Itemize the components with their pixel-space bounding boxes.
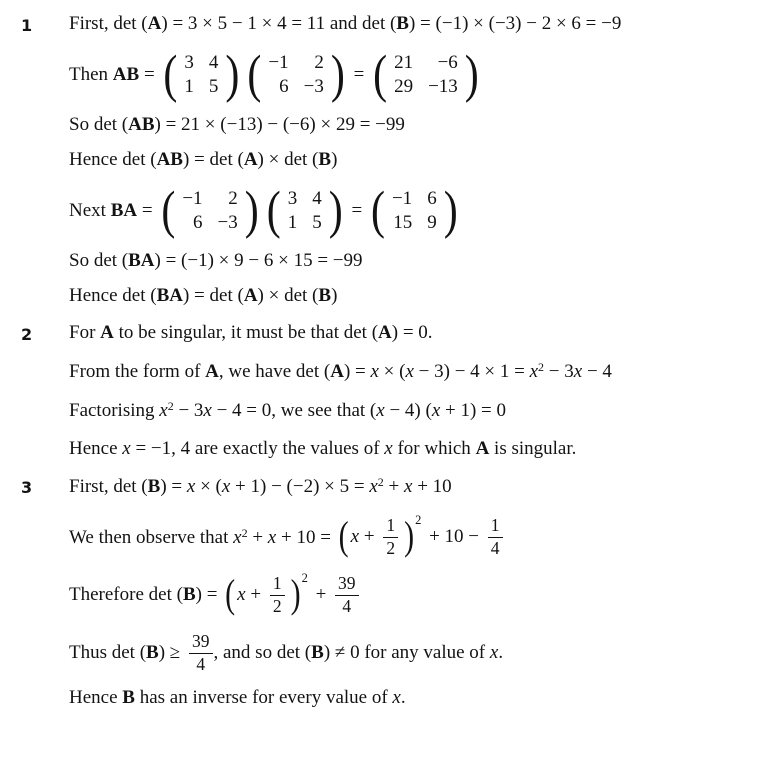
text-fragment: ) = (−1) × 9 − 6 × 15 = −99	[154, 250, 363, 271]
text-fragment: +	[247, 526, 268, 548]
paren-inner-expression	[237, 574, 288, 616]
solution-line	[69, 322, 764, 344]
matrix-name: A	[475, 438, 490, 459]
exponent: 2	[377, 475, 384, 489]
variable-x: x	[350, 526, 360, 547]
matrix-name: B	[146, 642, 159, 663]
variable-x: x	[405, 361, 414, 382]
exponent: 2	[538, 360, 545, 374]
text-fragment: So det (	[69, 114, 129, 135]
text-fragment: + 1) = 0	[440, 400, 507, 421]
text-run	[311, 584, 331, 606]
text-fragment: .	[400, 687, 406, 708]
text-fragment: Hence	[69, 687, 123, 708]
text-run	[69, 285, 337, 307]
fraction	[189, 632, 213, 674]
matrix-paren-left: (	[373, 46, 388, 104]
solution-line	[69, 285, 764, 307]
matrix-name: AB	[112, 64, 140, 85]
solution-line	[69, 571, 764, 619]
fraction-denominator: 4	[490, 537, 500, 558]
exponent: 2	[241, 525, 248, 540]
matrix-name: A	[243, 285, 258, 306]
matrix-paren-left: (	[161, 182, 176, 240]
text-fragment: for which	[392, 438, 476, 459]
text-run	[69, 475, 452, 498]
matrix-cell: 2	[314, 51, 324, 73]
fraction-denominator: 4	[342, 595, 352, 616]
text-run	[69, 322, 433, 344]
text-fragment: First, det (	[69, 13, 148, 34]
matrix-grid	[394, 52, 458, 99]
text-fragment: , we have det (	[218, 361, 331, 382]
solution-line	[69, 629, 764, 677]
text-fragment: We then observe that	[69, 526, 234, 548]
matrix-grid	[184, 52, 218, 99]
matrix-paren-left: (	[247, 46, 262, 104]
text-fragment: + 1) − (−2) × 5 =	[230, 476, 370, 497]
text-fragment: +	[310, 584, 332, 605]
text-run	[69, 13, 621, 35]
text-fragment: = −1, 4 are exactly the values of	[130, 438, 385, 459]
text-fragment: has an inverse for every value of	[134, 687, 393, 708]
matrix-paren-right: )	[225, 46, 240, 104]
text-fragment: +	[383, 476, 405, 497]
matrix-cell: 4	[312, 187, 322, 209]
matrix-name: B	[122, 687, 135, 708]
text-fragment: )	[331, 285, 338, 306]
text-fragment: , and so det (	[213, 642, 312, 663]
text-fragment: Next	[69, 200, 111, 221]
text-fragment: So det (	[69, 250, 129, 271]
variable-x: x	[267, 526, 277, 548]
variable-x: x	[404, 476, 413, 497]
text-fragment: − 4 = 0, we see that (	[211, 400, 377, 421]
text-fragment: ) = 21 × (−13) − (−6) × 29 = −99	[154, 114, 405, 135]
matrix	[163, 46, 240, 104]
matrix-cell: 21	[394, 51, 414, 73]
matrix-cell: 1	[184, 76, 194, 97]
text-run	[214, 642, 504, 664]
text-fragment: Hence	[69, 438, 123, 459]
matrix-name: A	[205, 361, 219, 382]
matrix-cell: −1	[268, 51, 289, 73]
text-run	[351, 526, 380, 548]
problem-content	[69, 475, 764, 709]
text-fragment: ) =	[343, 361, 371, 382]
matrix-cell: −13	[428, 76, 458, 97]
text-run	[69, 200, 157, 222]
matrix-name: A	[378, 322, 392, 343]
text-fragment: ) = (−1) × (−3) − 2 × 6 = −9	[408, 13, 622, 34]
matrix-paren-right: )	[443, 182, 458, 240]
solution-line	[69, 149, 764, 171]
variable-x: x	[186, 476, 196, 497]
big-paren-right: )	[290, 572, 301, 617]
matrix-cell: −1	[182, 187, 203, 209]
text-fragment: − 3	[544, 361, 574, 382]
text-run	[69, 687, 406, 709]
matrix-name: BA	[156, 285, 183, 306]
text-run	[69, 64, 159, 86]
exponent: 2	[167, 399, 174, 413]
text-fragment: First, det (	[69, 476, 148, 497]
text-fragment: =	[348, 64, 370, 85]
text-run	[69, 438, 576, 460]
matrix-paren-right: )	[328, 182, 343, 240]
text-fragment: ) = det (	[182, 285, 244, 306]
matrix-grid	[288, 188, 322, 235]
matrix-cell: 29	[394, 76, 414, 97]
matrix-paren-right: )	[244, 182, 259, 240]
matrix-name: A	[147, 13, 162, 34]
matrix-cell: 9	[427, 212, 437, 233]
matrix-cell: 6	[427, 187, 437, 209]
fraction-denominator: 4	[196, 653, 206, 674]
matrix-name: A	[330, 361, 344, 382]
big-paren-right: )	[404, 514, 415, 559]
text-fragment: +	[359, 526, 380, 547]
text-fragment: is singular.	[489, 438, 577, 459]
problem-2	[0, 322, 764, 460]
variable-x: x	[384, 438, 393, 459]
fraction	[270, 574, 285, 616]
matrix-cell: 4	[208, 51, 219, 73]
problem-content	[69, 322, 764, 460]
matrix-name: B	[318, 285, 332, 306]
matrix-name: B	[182, 584, 196, 605]
problem-content	[69, 13, 764, 307]
fraction-numerator: 1	[383, 516, 398, 538]
text-run	[69, 114, 405, 136]
matrix-cell: 15	[393, 212, 413, 233]
matrix-cell: 2	[228, 187, 238, 209]
matrix-grid	[268, 52, 323, 99]
big-paren-left: (	[338, 514, 349, 559]
matrix-cell: −3	[303, 76, 324, 97]
variable-x: x	[370, 361, 379, 382]
matrix-cell: 3	[287, 187, 298, 209]
squared-paren-expression	[225, 570, 308, 617]
matrix-paren-left: (	[370, 182, 385, 240]
fraction	[488, 516, 503, 558]
matrix	[370, 182, 458, 240]
text-fragment: Hence det (	[69, 149, 157, 170]
text-fragment: =	[346, 200, 367, 221]
matrix	[373, 46, 479, 104]
variable-x: x	[376, 400, 385, 421]
text-fragment: − 3	[173, 400, 204, 421]
fraction-denominator: 2	[386, 537, 396, 558]
matrix-name: A	[243, 149, 258, 170]
fraction-numerator: 1	[488, 516, 503, 538]
solution-line	[69, 250, 764, 272]
text-fragment: ) ≠ 0 for any value of	[323, 642, 490, 663]
text-run	[69, 399, 506, 422]
variable-x: x	[122, 438, 131, 459]
text-fragment: )	[331, 149, 338, 170]
text-fragment: Factorising	[69, 400, 160, 421]
text-fragment: × (	[378, 361, 406, 382]
matrix-paren-left: (	[266, 182, 281, 240]
matrix-grid	[182, 188, 237, 235]
big-paren-left: (	[225, 572, 236, 617]
text-run	[69, 149, 337, 171]
solution-line	[69, 513, 764, 561]
text-fragment: ) = det (	[182, 149, 244, 170]
text-fragment: Then	[69, 64, 113, 85]
problem-number: 3	[21, 478, 33, 497]
matrix-cell: −3	[217, 212, 238, 233]
fraction-numerator: 1	[270, 574, 285, 596]
text-run	[237, 584, 266, 606]
fraction	[383, 516, 398, 558]
text-fragment: ) =	[195, 584, 223, 605]
text-run	[424, 526, 483, 548]
variable-x: x	[237, 584, 246, 605]
variable-x: x	[392, 687, 401, 708]
matrix	[161, 182, 259, 240]
solution-line	[69, 114, 764, 136]
text-fragment: Hence det (	[69, 285, 157, 306]
matrix-cell: 5	[208, 76, 219, 97]
text-run	[69, 360, 612, 383]
matrix-name: AB	[156, 149, 183, 170]
solution-line	[69, 399, 764, 422]
solution-line	[69, 438, 764, 460]
matrix-name: BA	[110, 200, 138, 221]
variable-x: x	[233, 526, 242, 548]
text-fragment: ) = 0.	[391, 322, 433, 343]
solution-line-matrix-ba	[69, 184, 764, 238]
matrix	[247, 46, 345, 104]
text-fragment: Therefore det (	[69, 584, 183, 605]
text-fragment: + 10	[412, 476, 452, 497]
equals-sign	[347, 200, 367, 222]
variable-x: x	[431, 400, 441, 421]
matrix-grid	[392, 188, 437, 235]
exponent: 2	[415, 512, 422, 527]
text-fragment: Thus det (	[69, 642, 147, 663]
matrix-paren-right: )	[464, 46, 479, 104]
text-run	[69, 526, 336, 549]
variable-x: x	[159, 400, 168, 421]
matrix-cell: 5	[312, 212, 322, 233]
text-fragment: .	[498, 642, 504, 663]
matrix-name: B	[396, 13, 409, 34]
text-fragment: ) = 3 × 5 − 1 × 4 = 11 and det (	[161, 13, 397, 34]
matrix-cell: 1	[287, 212, 298, 233]
text-fragment: ) × det (	[257, 149, 319, 170]
paren-inner-expression	[351, 516, 402, 558]
fraction-denominator: 2	[272, 595, 282, 616]
text-fragment: ) × det (	[257, 285, 319, 306]
matrix-cell: 6	[279, 76, 289, 97]
text-fragment: For	[69, 322, 101, 343]
matrix-cell: 3	[184, 51, 194, 73]
matrix-paren-left: (	[163, 46, 178, 104]
matrix-cell: −1	[391, 187, 413, 209]
text-run	[69, 250, 363, 272]
matrix-name: B	[318, 149, 332, 170]
fraction	[335, 574, 359, 616]
matrix-paren-right: )	[330, 46, 345, 104]
solution-line-matrix-ab	[69, 48, 764, 102]
matrix-cell: 6	[193, 212, 203, 233]
text-fragment: to be singular, it must be that det (	[113, 322, 379, 343]
solution-line	[69, 475, 764, 498]
variable-x: x	[529, 361, 539, 382]
solution-line	[69, 687, 764, 709]
variable-x: x	[489, 642, 499, 663]
text-fragment: + 10 −	[424, 526, 484, 547]
matrix	[266, 182, 343, 240]
equals-sign	[349, 64, 369, 86]
text-fragment: =	[139, 64, 160, 85]
problem-number: 2	[21, 325, 33, 344]
text-fragment: ) ≥	[158, 642, 185, 663]
matrix-name: BA	[128, 250, 155, 271]
text-fragment: + 10 =	[276, 526, 336, 548]
text-fragment: × (	[195, 476, 222, 497]
text-fragment: − 4	[582, 361, 612, 382]
fraction-numerator: 39	[189, 632, 213, 654]
squared-paren-expression	[338, 512, 422, 559]
problem-1	[0, 13, 764, 307]
text-fragment: +	[245, 584, 266, 605]
matrix-cell: −6	[437, 51, 458, 73]
variable-x: x	[369, 476, 378, 497]
variable-x: x	[221, 476, 231, 497]
solution-line	[69, 13, 764, 35]
text-fragment: − 4) (	[384, 400, 432, 421]
matrix-name: A	[100, 322, 114, 343]
exponent: 2	[301, 570, 308, 585]
variable-x: x	[573, 361, 583, 382]
text-fragment: From the form of	[69, 361, 206, 382]
text-fragment: − 3) − 4 × 1 =	[413, 361, 530, 382]
solution-line	[69, 360, 764, 383]
matrix-name: AB	[128, 114, 155, 135]
text-run	[69, 584, 222, 606]
matrix-name: B	[147, 476, 161, 497]
variable-x: x	[203, 400, 212, 421]
text-fragment: =	[137, 200, 158, 221]
text-fragment: ) =	[160, 476, 187, 497]
matrix-name: B	[311, 642, 324, 663]
text-run	[69, 642, 185, 664]
problem-3	[0, 475, 764, 709]
problem-number: 1	[21, 16, 33, 35]
fraction-numerator: 39	[335, 574, 359, 596]
